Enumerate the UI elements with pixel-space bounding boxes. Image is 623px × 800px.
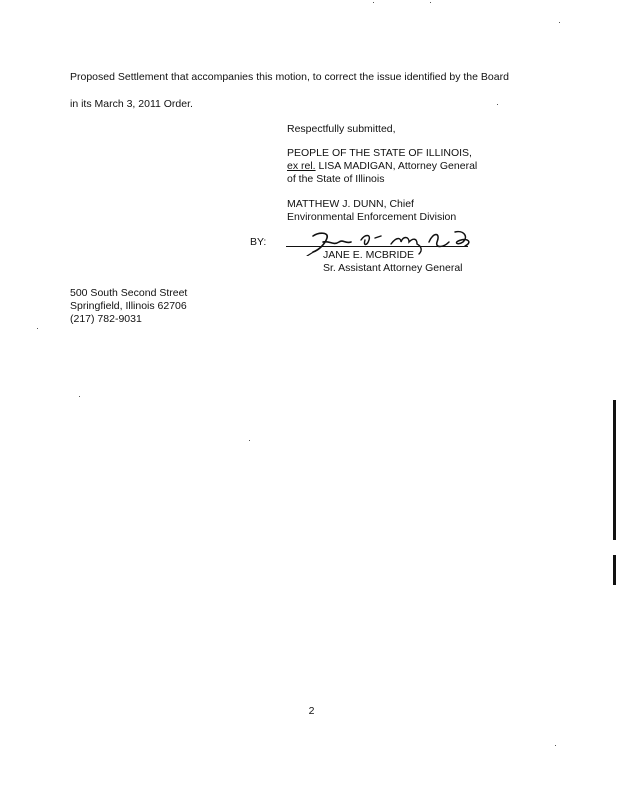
address-city: Springfield, Illinois 62706 — [70, 300, 187, 312]
scan-speck — [373, 2, 374, 3]
ex-rel: ex rel. — [287, 160, 316, 172]
address-phone: (217) 782-9031 — [70, 313, 142, 325]
party-line-2-rest: LISA MADIGAN, Attorney General — [315, 160, 478, 172]
body-line-2: in its March 3, 2011 Order. — [70, 98, 193, 110]
by-label: BY: — [250, 236, 267, 248]
scan-speck — [555, 745, 556, 746]
signature-line — [286, 246, 468, 247]
party-line-3: of the State of Illinois — [287, 173, 385, 185]
scan-speck — [249, 440, 250, 441]
party-line-2 — [287, 160, 477, 173]
scan-speck — [497, 104, 498, 105]
scan-speck — [430, 2, 431, 3]
chief-name: MATTHEW J. DUNN, Chief — [287, 198, 414, 210]
scan-speck — [79, 396, 80, 397]
address-street: 500 South Second Street — [70, 287, 188, 299]
party-line-1: PEOPLE OF THE STATE OF ILLINOIS, — [287, 147, 472, 159]
scan-speck — [37, 328, 38, 329]
page-number: 2 — [308, 705, 315, 717]
signer-title: Sr. Assistant Attorney General — [323, 262, 463, 274]
body-line-1: Proposed Settlement that accompanies this motion, to correct the issue identified by the Board — [70, 71, 509, 83]
scan-edge-bar — [613, 555, 616, 585]
scan-speck — [559, 22, 560, 23]
division-name: Environmental Enforcement Division — [287, 211, 457, 223]
closing: Respectfully submitted, — [287, 123, 396, 135]
signer-name: JANE E. MCBRIDE — [323, 249, 415, 261]
scan-edge-bar — [613, 400, 616, 540]
